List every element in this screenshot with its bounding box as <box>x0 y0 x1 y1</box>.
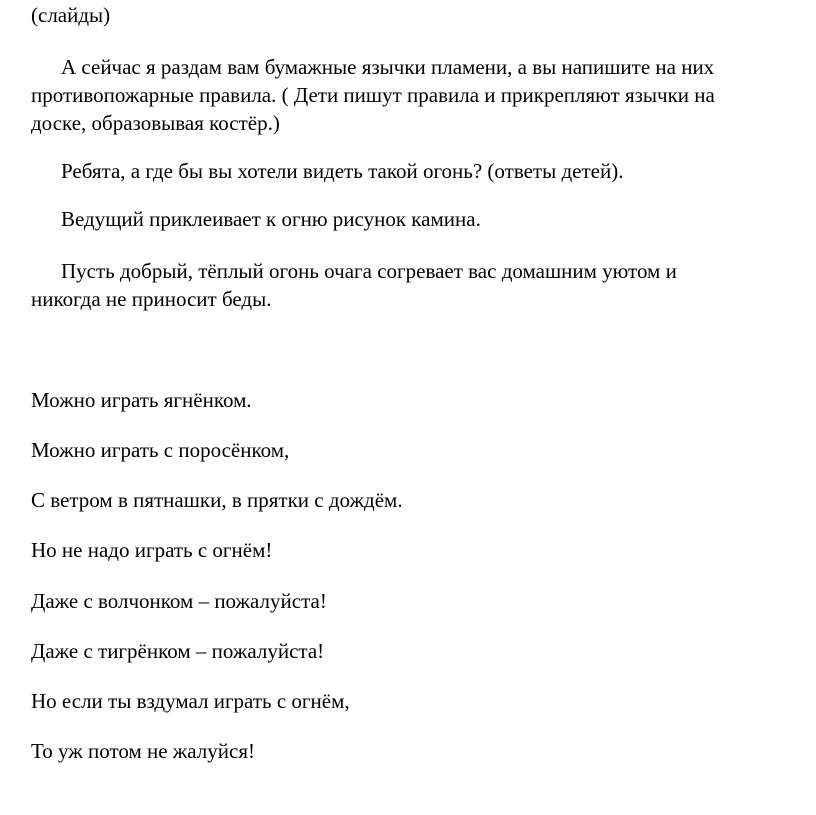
poem-line-7: Но если ты вздумал играть с огнём, <box>31 689 350 713</box>
paragraph-1-line-2: противопожарные правила. ( Дети пишут правила и прикрепляют язычки на <box>31 83 715 107</box>
poem-line-5: Даже с волчонком – пожалуйста! <box>31 589 327 613</box>
poem-line-6: Даже с тигрёнком – пожалуйста! <box>31 639 325 663</box>
paragraph-1-line-3: доске, образовывая костёр.) <box>31 111 280 135</box>
intro-label: (слайды) <box>31 3 111 27</box>
paragraph-4-line-1: Пусть добрый, тёплый огонь очага согревает вас домашним уютом и <box>61 259 677 283</box>
paragraph-1-line-1: А сейчас я раздам вам бумажные язычки пламени, а вы напишите на них <box>61 55 715 79</box>
poem-line-1: Можно играть ягнёнком. <box>31 388 252 412</box>
paragraph-3-line-1: Ведущий приклеивает к огню рисунок камина. <box>61 207 481 231</box>
poem-line-3: С ветром в пятнашки, в прятки с дождём. <box>31 488 403 512</box>
poem-line-4: Но не надо играть с огнём! <box>31 538 273 562</box>
poem-line-2: Можно играть с поросёнком, <box>31 438 290 462</box>
poem-line-8: То уж потом не жалуйся! <box>31 739 255 763</box>
paragraph-2-line-1: Ребята, а где бы вы хотели видеть такой огонь? (ответы детей). <box>61 159 624 183</box>
paragraph-4-line-2: никогда не приносит беды. <box>31 287 272 311</box>
